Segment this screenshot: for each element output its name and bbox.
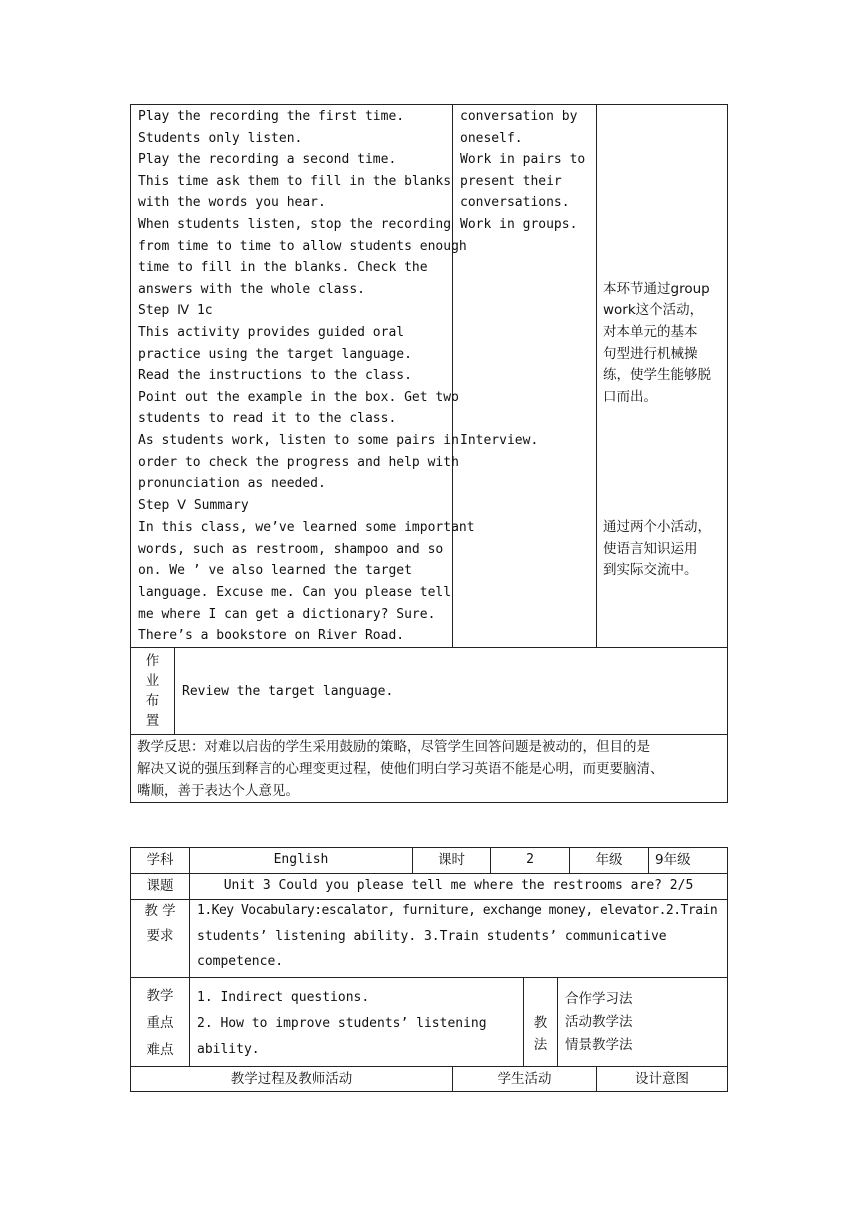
requirements-line: 1.Key Vocabulary:escalator, furniture, exchange money, elevator.2.Train — [197, 903, 718, 918]
text-line: There’s a bookstore on River Road. — [138, 628, 405, 643]
border — [130, 1091, 728, 1092]
key-points-line: 2. How to improve students’ listening — [197, 1016, 487, 1031]
label-char: 布 — [145, 693, 160, 709]
border — [130, 104, 728, 105]
text-line: Read the instructions to the class. — [138, 368, 412, 383]
border — [557, 977, 558, 1066]
text-line: Play the recording the first time. — [138, 109, 405, 124]
text-line: 对本单元的基本 — [603, 324, 698, 340]
text-line: 解决又说的强压到释言的心理变更过程，使他们明白学习英语不能是心明，而更要脑清、 — [137, 761, 664, 777]
text-line: answers with the whole class. — [138, 282, 365, 297]
period-label: 课时 — [438, 852, 465, 868]
header-teacher-activity: 教学过程及教师活动 — [230, 1071, 353, 1087]
period-value: 2 — [526, 852, 534, 867]
border — [189, 899, 190, 977]
border — [130, 873, 728, 874]
text-line: 教学反思：对难以启齿的学生采用鼓励的策略，尽管学生回答问题是被动的，但目的是 — [137, 739, 650, 755]
text-line: 使语言知识运用 — [603, 541, 698, 557]
border — [727, 847, 728, 1091]
text-line: conversations. — [460, 195, 570, 210]
label-char: 作 — [145, 653, 160, 669]
border — [452, 104, 453, 647]
border — [130, 734, 728, 735]
text-line: Work in pairs to — [460, 152, 586, 167]
text-line: me where I can get a dictionary? Sure. — [138, 607, 436, 622]
header-student-activity: 学生活动 — [497, 1071, 552, 1087]
text-line: Play the recording a second time. — [138, 152, 397, 167]
header-design-intent: 设计意图 — [635, 1071, 689, 1087]
key-points-label: 重点 — [146, 1015, 174, 1031]
requirements-line: students’ listening ability. 3.Train students’ communicative — [197, 929, 667, 944]
text-line: 到实际交流中。 — [603, 562, 698, 578]
text-line: present their — [460, 174, 562, 189]
requirements-label: 教 学 — [144, 903, 176, 919]
text-line: Interview. — [460, 433, 539, 448]
text-line: Work in groups. — [460, 217, 578, 232]
homework-text: Review the target language. — [182, 684, 394, 699]
text-line: When students listen, stop the recording — [138, 217, 452, 232]
border — [596, 104, 597, 647]
text-line: language. Excuse me. Can you please tell — [138, 585, 452, 600]
border — [130, 802, 728, 803]
grade-label: 年级 — [595, 852, 623, 868]
subject-value: English — [273, 852, 329, 867]
text-line: 句型进行机械操 — [603, 346, 698, 362]
text-line: words, such as restroom, shampoo and so — [138, 542, 444, 557]
text-line: 嘴顺，善于表达个人意见。 — [137, 783, 299, 799]
text-line: oneself. — [460, 131, 523, 146]
border — [648, 847, 649, 873]
text-line: conversation by — [460, 109, 578, 124]
key-points-label: 难点 — [146, 1042, 174, 1058]
border — [727, 104, 728, 802]
border — [130, 1066, 728, 1067]
requirements-label: 要求 — [146, 928, 174, 944]
text-line: Students only listen. — [138, 131, 303, 146]
step-heading: Step Ⅴ Summary — [138, 498, 249, 513]
step-heading: Step Ⅳ 1c — [138, 303, 213, 318]
text-line: on. We ’ ve also learned the target — [138, 563, 412, 578]
text-line: Point out the example in the box. Get two — [138, 390, 459, 405]
text-line: 口而出。 — [603, 389, 657, 405]
text-line: pronunciation as needed. — [138, 476, 326, 491]
key-points-line: ability. — [197, 1042, 260, 1057]
subject-label: 学科 — [146, 852, 174, 868]
text-line: students to read it to the class. — [138, 411, 397, 426]
border — [130, 977, 728, 978]
border — [174, 647, 175, 734]
requirements-line: competence. — [197, 954, 284, 969]
label-char: 业 — [145, 673, 160, 689]
border — [130, 647, 728, 648]
text-line: practice using the target language. — [138, 347, 412, 362]
border — [189, 977, 190, 1066]
border — [130, 847, 728, 848]
text-line: time to fill in the blanks. Check the — [138, 260, 428, 275]
key-points-line: 1. Indirect questions. — [197, 990, 370, 1005]
method-label: 教 — [533, 1015, 548, 1031]
method-item: 活动教学法 — [565, 1014, 633, 1030]
text-line: 本环节通过group — [603, 281, 710, 297]
text-line: from time to time to allow students enough — [138, 239, 467, 254]
label-char: 置 — [145, 713, 160, 729]
text-line: This time ask them to fill in the blanks — [138, 174, 452, 189]
text-line: In this class, we’ve learned some important — [138, 520, 475, 535]
grade-value: 9年级 — [655, 852, 691, 868]
topic-label: 课题 — [146, 878, 174, 894]
key-points-label: 教学 — [146, 988, 174, 1004]
topic-value: Unit 3 Could you please tell me where the restrooms are? 2/5 — [223, 878, 694, 893]
text-line: 通过两个小活动， — [603, 519, 711, 535]
method-item: 情景教学法 — [565, 1037, 633, 1053]
text-line: As students work, listen to some pairs in — [138, 433, 459, 448]
method-label: 法 — [533, 1037, 548, 1053]
method-item: 合作学习法 — [565, 991, 633, 1007]
text-line: work这个活动， — [603, 302, 704, 318]
text-line: order to check the progress and help with — [138, 455, 459, 470]
text-line: with the words you hear. — [138, 195, 326, 210]
text-line: 练，使学生能够脱 — [603, 367, 711, 383]
text-line: This activity provides guided oral — [138, 325, 405, 340]
